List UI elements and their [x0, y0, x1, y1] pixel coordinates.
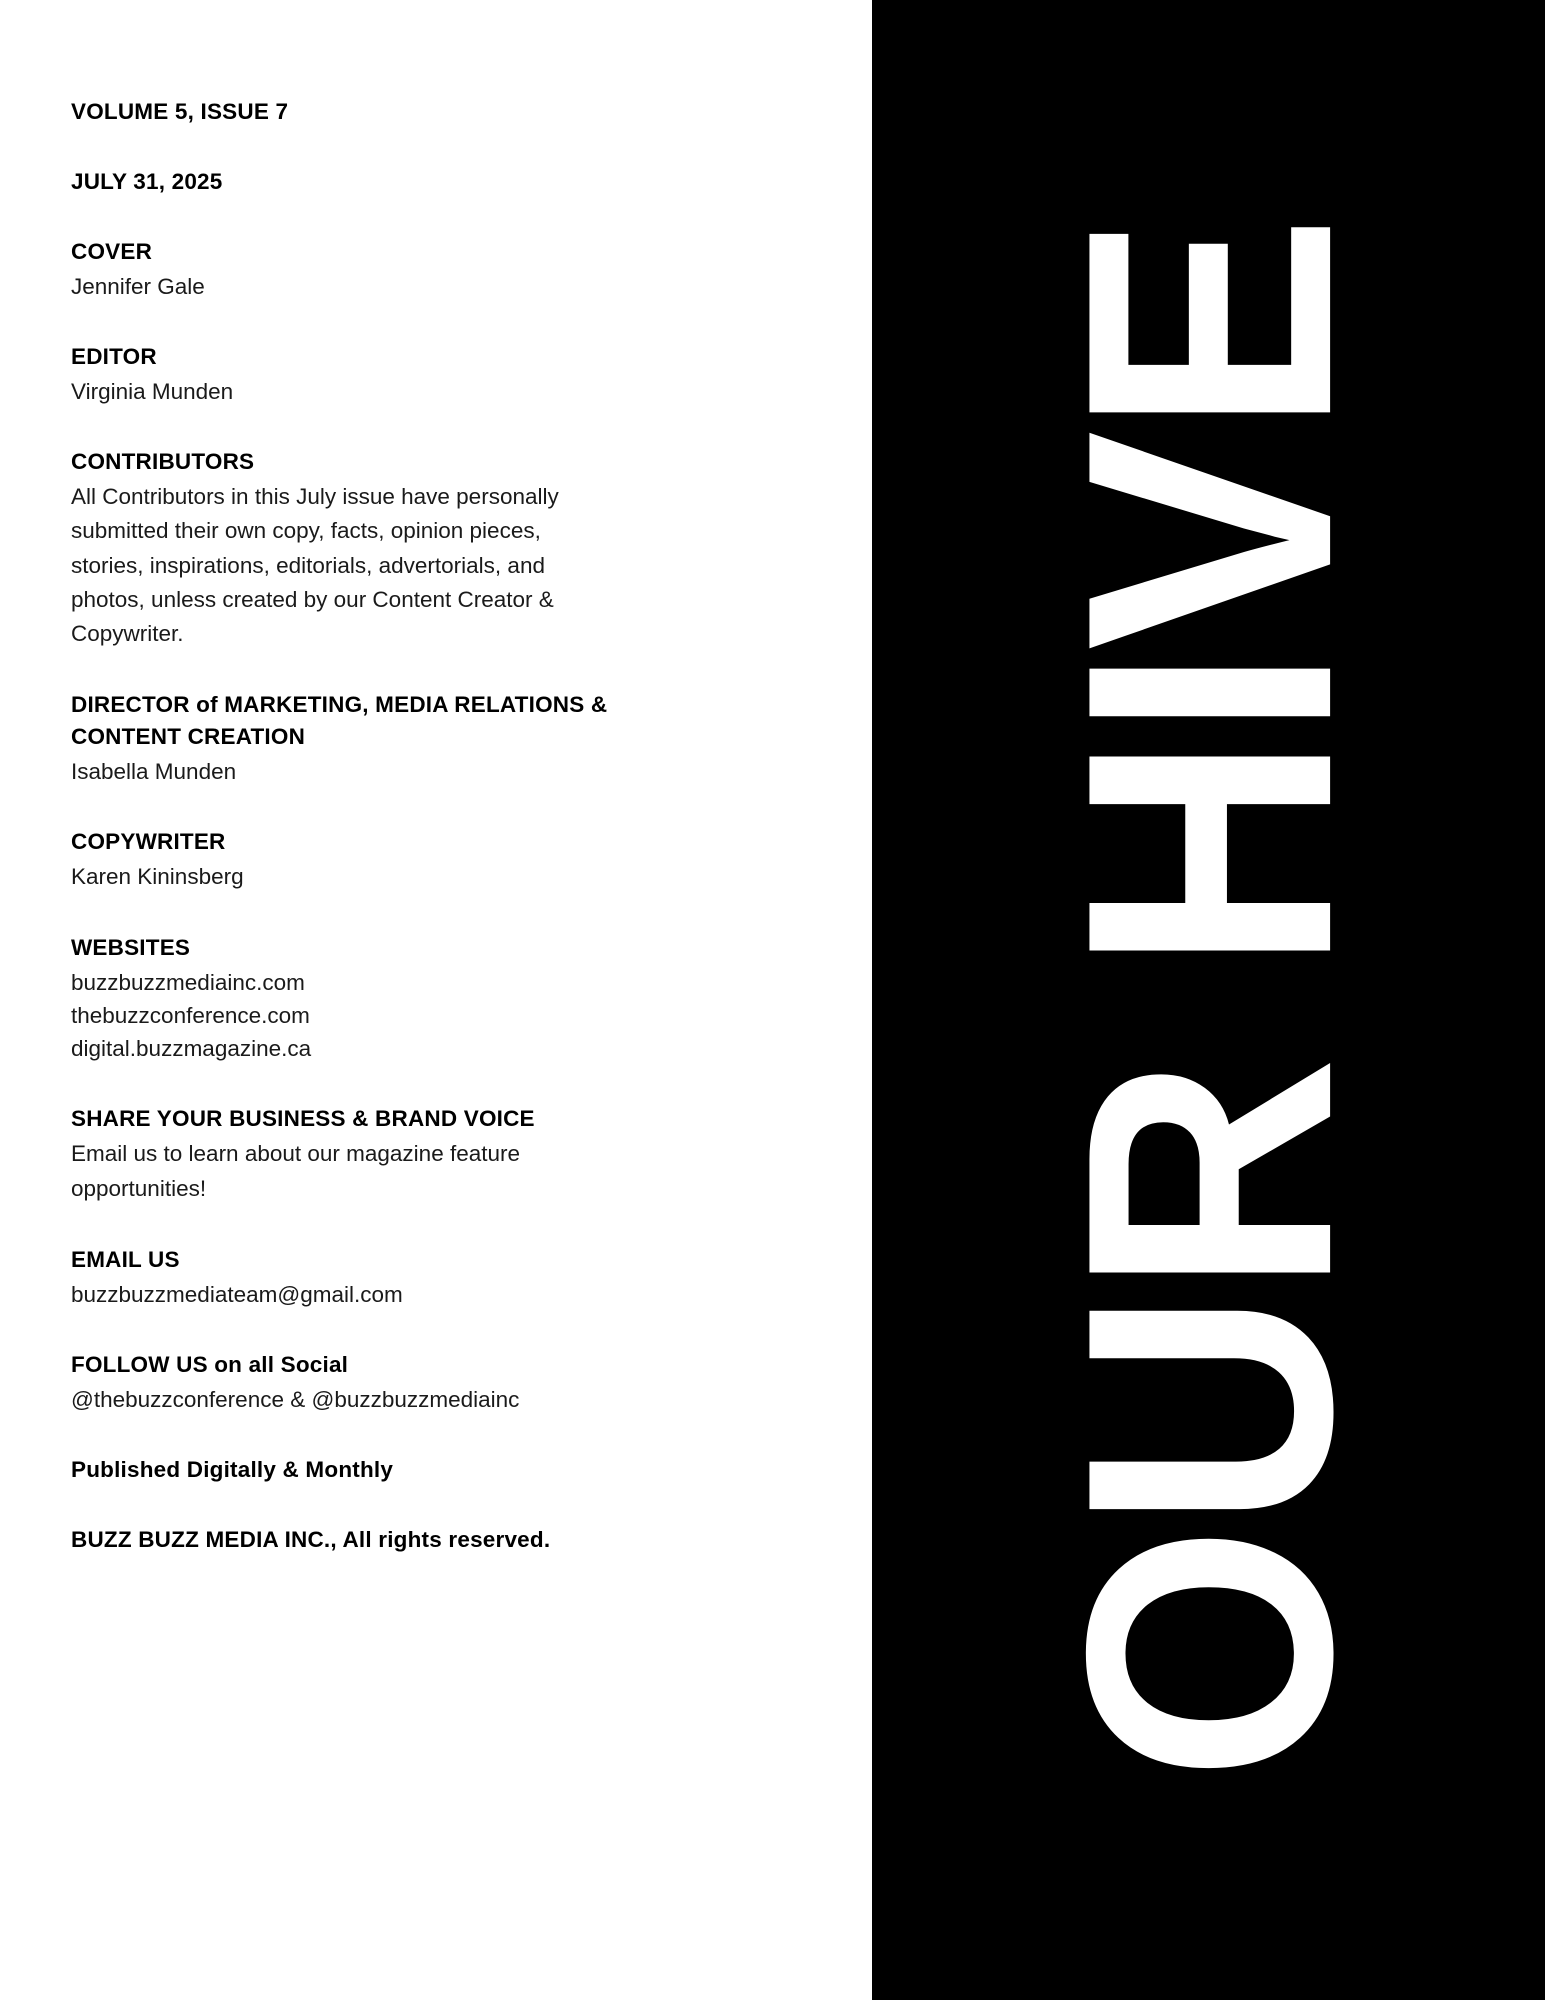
publishing-frequency: Published Digitally & Monthly: [71, 1457, 394, 1483]
issue-date-label: JULY 31, 2025: [71, 168, 223, 194]
email-block: [71, 1244, 872, 1311]
volume-issue-label: VOLUME 5, ISSUE 7: [71, 99, 289, 124]
websites-heading: WEBSITES: [71, 934, 191, 960]
contributors-statement: All Contributors in this July issue have personally submitted their own copy, facts, opinion pieces, stories, inspirations, editorials, advertorials, and photos, unless created by our Content Creator & Copywriter.: [71, 484, 559, 647]
director-heading: DIRECTOR of MARKETING, MEDIA RELATIONS & CONTENT CREATION: [71, 692, 608, 750]
websites-block: [71, 932, 872, 1066]
date-block: [71, 166, 872, 198]
brand-title-rotated: [1012, 218, 1404, 1782]
editor-block: [71, 341, 872, 408]
websites-list: [71, 966, 619, 1066]
website-link-3[interactable]: digital.buzzmagazine.ca: [71, 1036, 312, 1062]
director-block: [71, 689, 872, 788]
email-heading: EMAIL US: [71, 1246, 180, 1272]
cover-credit: Jennifer Gale: [71, 273, 205, 299]
director-credit: Isabella Munden: [71, 759, 237, 785]
published-block: [71, 1454, 872, 1486]
copyright-notice: BUZZ BUZZ MEDIA INC., All rights reserved.: [71, 1527, 551, 1553]
copywriter-block: [71, 826, 872, 893]
copywriter-heading: COPYWRITER: [71, 829, 226, 855]
cover-block: [71, 236, 872, 303]
cover-heading: COVER: [71, 238, 153, 264]
website-link-1[interactable]: buzzbuzzmediainc.com: [71, 969, 305, 995]
copywriter-credit: Karen Kininsberg: [71, 864, 244, 890]
volume-block: [71, 96, 872, 128]
share-block: [71, 1103, 872, 1205]
social-handles[interactable]: @thebuzzconference & @buzzbuzzmediainc: [71, 1386, 520, 1412]
share-heading: SHARE YOUR BUSINESS & BRAND VOICE: [71, 1106, 535, 1132]
copyright-block: [71, 1524, 872, 1556]
editor-credit: Virginia Munden: [71, 379, 234, 405]
brand-title: OUR HIVE: [1012, 218, 1404, 1782]
contributors-block: [71, 446, 872, 651]
contributors-heading: CONTRIBUTORS: [71, 449, 255, 475]
email-address[interactable]: buzzbuzzmediateam@gmail.com: [71, 1281, 403, 1307]
website-link-2[interactable]: thebuzzconference.com: [71, 1002, 310, 1028]
editor-heading: EDITOR: [71, 344, 157, 370]
brand-panel: [872, 0, 1545, 2000]
follow-heading: FOLLOW US on all Social: [71, 1352, 349, 1377]
follow-block: [71, 1349, 872, 1416]
share-description: Email us to learn about our magazine feature opportunities!: [71, 1141, 521, 1201]
